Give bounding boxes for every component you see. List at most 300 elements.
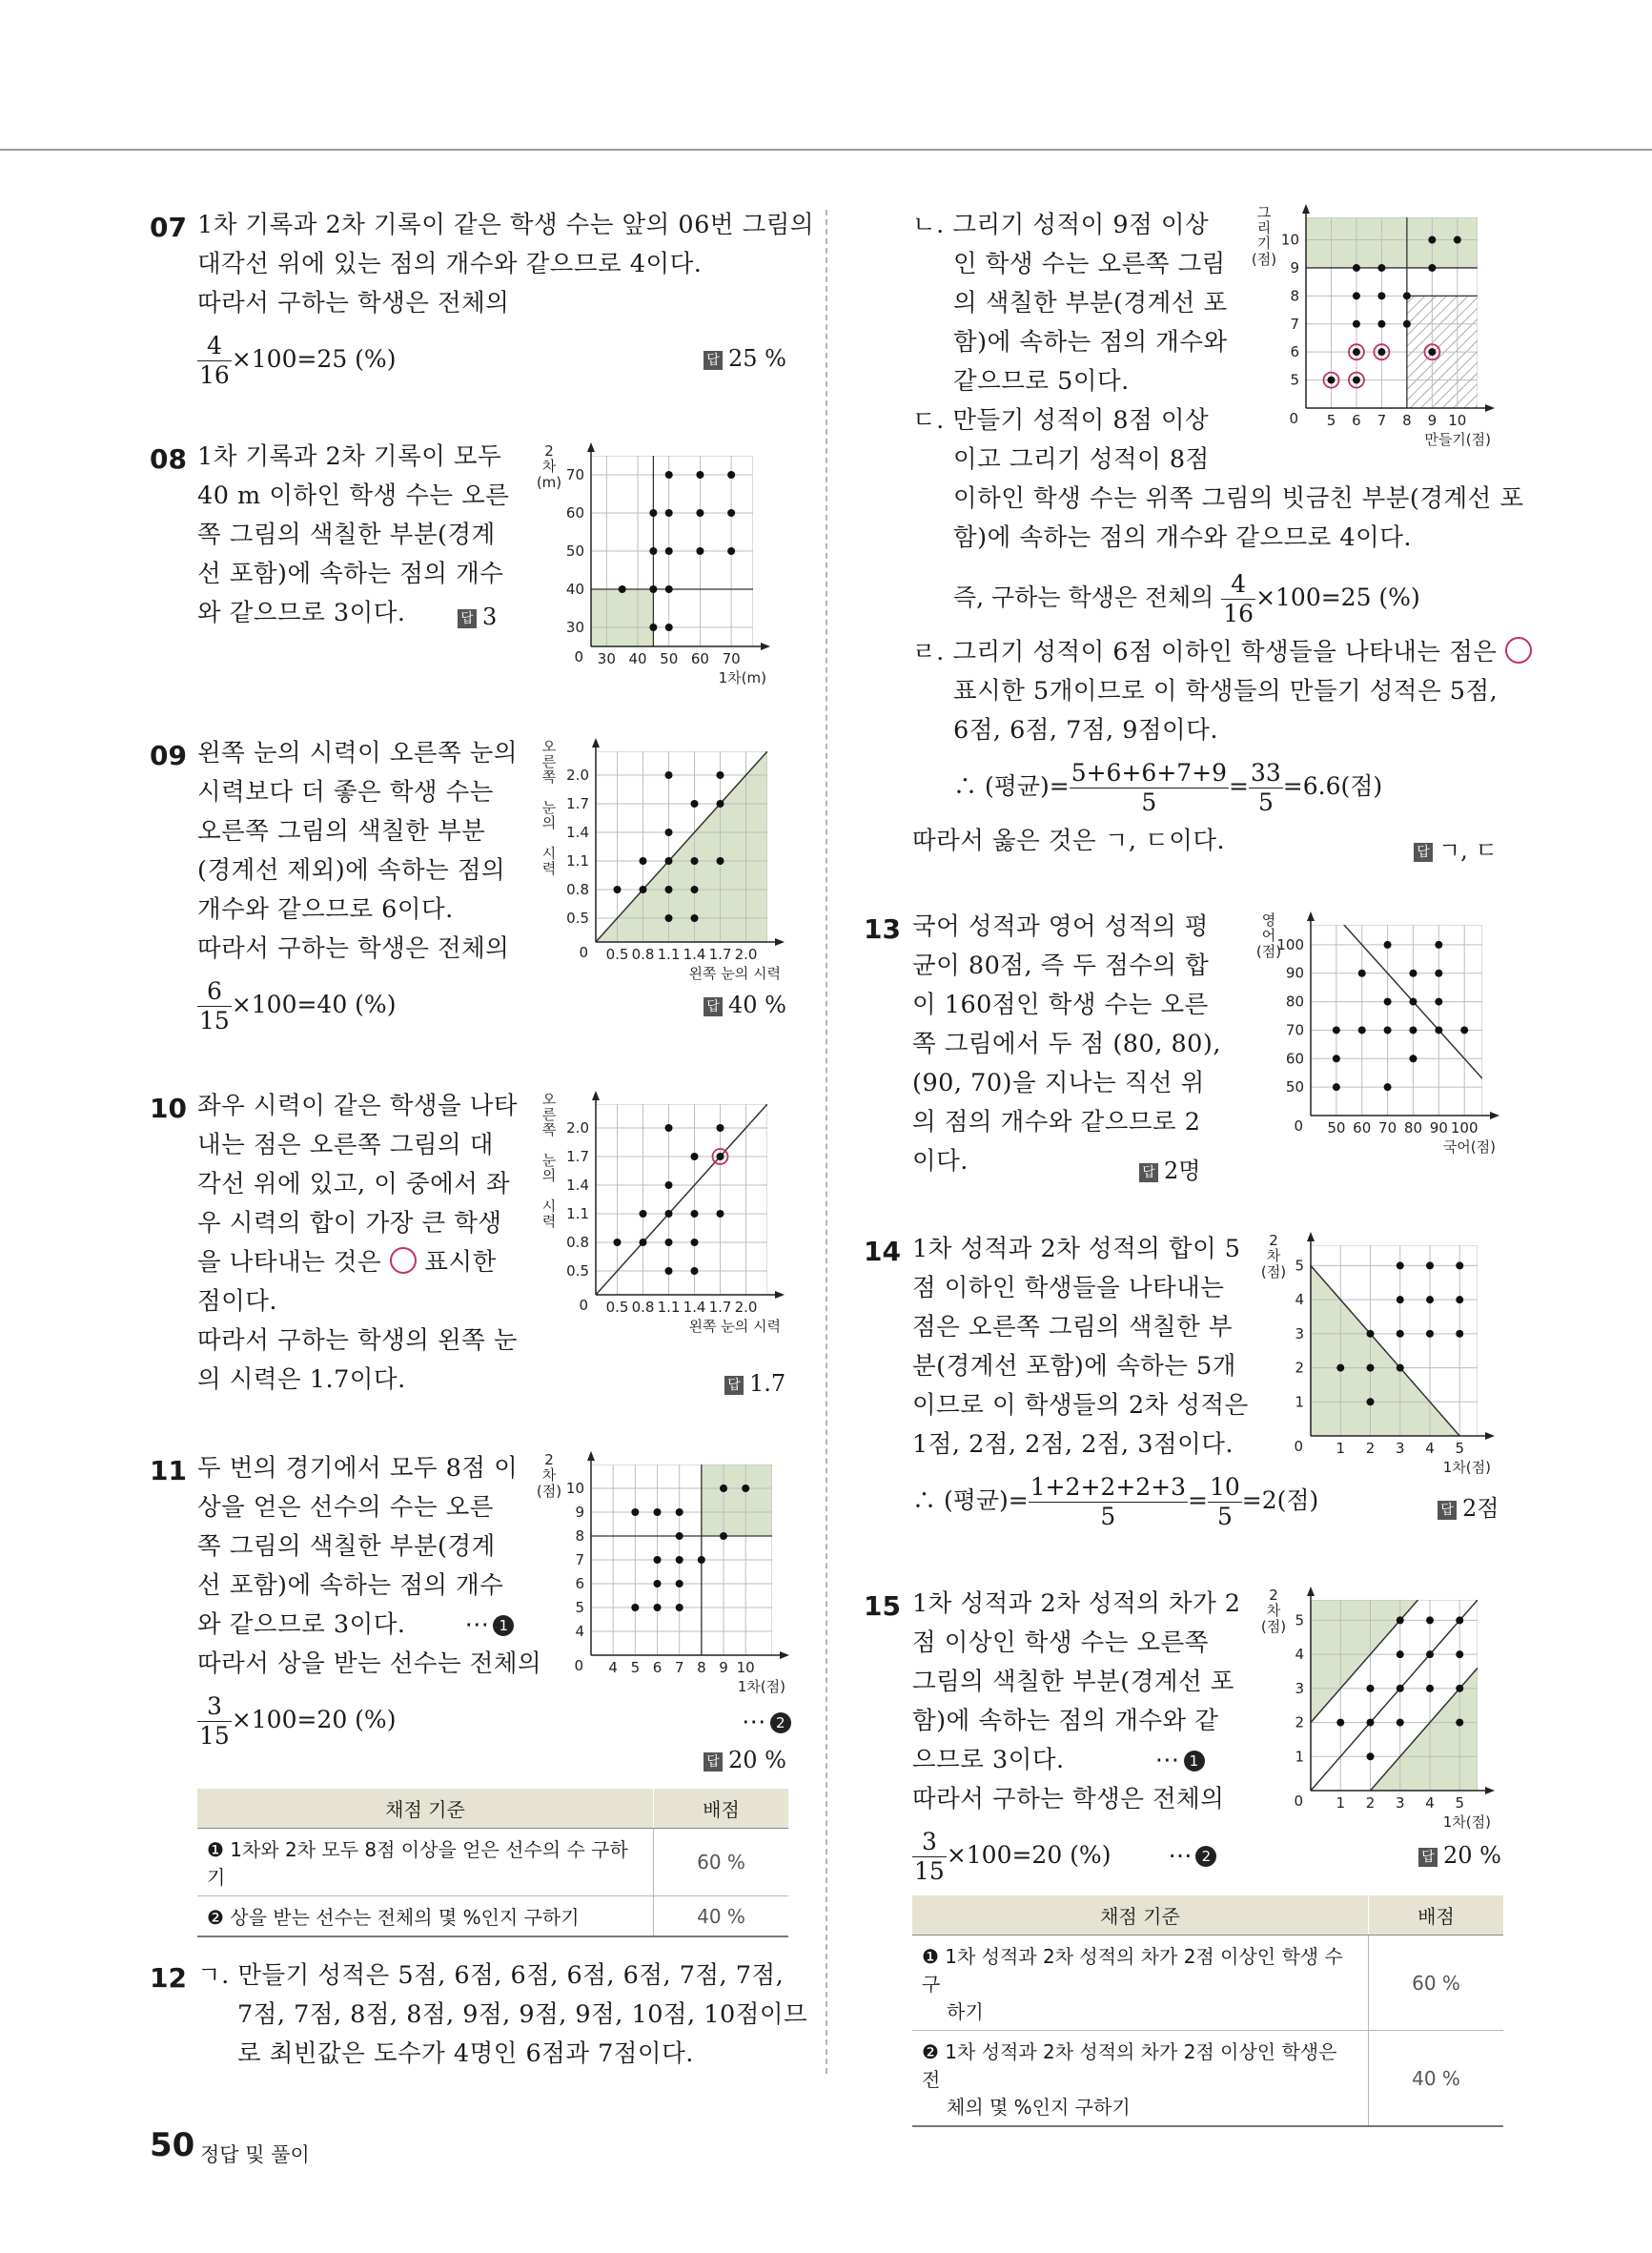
data-point bbox=[640, 1210, 647, 1218]
data-point bbox=[696, 471, 704, 479]
data-point bbox=[717, 857, 724, 865]
solution-line: ㄴ. 그리기 성적이 9점 이상 bbox=[912, 211, 1210, 239]
y-tick-label: 1.1 bbox=[566, 1205, 589, 1222]
origin-label: 0 bbox=[579, 1297, 588, 1314]
origin-label: 0 bbox=[579, 944, 588, 961]
table-header: 배점 bbox=[654, 1789, 789, 1829]
y-tick-label: 40 bbox=[565, 581, 584, 598]
data-point bbox=[665, 585, 673, 593]
answer: 답 20 % bbox=[1418, 1842, 1501, 1869]
problem-number: 12 bbox=[150, 1962, 187, 1994]
origin-label: 0 bbox=[574, 648, 583, 666]
data-point bbox=[665, 829, 673, 836]
table-cell: 40 % bbox=[1369, 2031, 1504, 2127]
problem-number: 10 bbox=[150, 1093, 187, 1124]
data-point bbox=[665, 1239, 673, 1246]
plot-area bbox=[1311, 1245, 1478, 1456]
solution-line: 국어 성적과 영어 성적의 평 bbox=[912, 912, 1209, 941]
solution-line: 따라서 옳은 것은 ㄱ, ㄷ이다. bbox=[912, 827, 1226, 855]
solution-line: 쪽 그림의 색칠한 부분(경계 bbox=[197, 521, 496, 549]
y-axis-arrow bbox=[592, 738, 600, 748]
data-point bbox=[1353, 377, 1360, 384]
solution-line: 선 포함)에 속하는 점의 개수 bbox=[197, 1571, 504, 1600]
y-axis-label: 그 리 기 (점) bbox=[1251, 204, 1277, 268]
data-point bbox=[1397, 1261, 1404, 1269]
solution-line: 함)에 속하는 점의 개수와 같으므로 4이다. bbox=[953, 523, 1412, 552]
data-point bbox=[1403, 292, 1411, 299]
data-point bbox=[1454, 236, 1461, 244]
x-axis-label: 왼쪽 눈의 시력 bbox=[688, 1318, 781, 1335]
y-axis-label: 오 른 쪽 눈 의 시 력 bbox=[541, 738, 557, 877]
data-point bbox=[1426, 1296, 1434, 1303]
y-tick-label: 8 bbox=[1290, 287, 1299, 305]
data-point bbox=[676, 1604, 683, 1611]
solution-line: 선 포함)에 속하는 점의 개수 bbox=[197, 560, 504, 588]
data-point bbox=[696, 547, 704, 555]
solution-line: 의 점의 개수와 같으므로 2 bbox=[912, 1108, 1201, 1137]
mean-expression: ∴ (평균)= $\frac{5+6+6+7+9}{5}$ = $\frac{33}{5}$ =6.6(점) bbox=[953, 759, 1383, 816]
data-point bbox=[649, 624, 657, 631]
data-point bbox=[1367, 1364, 1375, 1372]
shaded-region bbox=[1306, 217, 1478, 268]
x-tick-label: 4 bbox=[608, 1659, 618, 1676]
x-axis-arrow bbox=[1485, 404, 1495, 412]
y-tick-label: 30 bbox=[565, 619, 584, 636]
y-axis-label: 2 차 (m) bbox=[536, 442, 562, 491]
answer: 답 3 bbox=[458, 604, 497, 630]
x-tick-label: 2.0 bbox=[734, 946, 758, 963]
table-row bbox=[197, 1829, 788, 1896]
y-tick-label: 1.4 bbox=[566, 1177, 589, 1194]
answer: 답 2명 bbox=[1139, 1152, 1200, 1185]
data-point bbox=[1397, 1364, 1404, 1372]
data-point bbox=[1333, 1055, 1340, 1062]
header-rule bbox=[0, 149, 1652, 151]
solution-line: 을 나타내는 것은 표시한 bbox=[197, 1248, 497, 1277]
y-tick-label: 50 bbox=[565, 543, 584, 560]
y-tick-label: 1 bbox=[1295, 1748, 1304, 1766]
solution-line: 따라서 구하는 학생은 전체의 bbox=[197, 289, 510, 317]
y-tick-label: 4 bbox=[1295, 1646, 1304, 1664]
solution-line: 점 이하인 학생들을 나타내는 bbox=[912, 1274, 1225, 1302]
data-point bbox=[1333, 1026, 1340, 1034]
solution-line: 같으므로 5이다. bbox=[953, 367, 1130, 396]
data-point bbox=[1456, 1261, 1463, 1269]
x-axis-arrow bbox=[775, 938, 785, 946]
solution-line: 이므로 이 학생들의 2차 성적은 bbox=[912, 1391, 1249, 1420]
data-point bbox=[1456, 1719, 1463, 1727]
solution-line: 오른쪽 그림의 색칠한 부분 bbox=[197, 817, 486, 846]
data-point bbox=[1435, 941, 1442, 949]
solution-line: 이 160점인 학생 수는 오른 bbox=[912, 991, 1209, 1019]
y-tick-label: 9 bbox=[575, 1504, 584, 1521]
y-axis-arrow bbox=[587, 1451, 595, 1461]
data-point bbox=[1377, 320, 1385, 328]
y-tick-label: 70 bbox=[565, 466, 584, 483]
x-axis-label: 1차(점) bbox=[1442, 1813, 1491, 1831]
data-point bbox=[1336, 1719, 1344, 1727]
data-point bbox=[649, 585, 657, 593]
data-point bbox=[676, 1532, 683, 1540]
solution-line: 함)에 속하는 점의 개수와 bbox=[953, 328, 1228, 357]
data-point bbox=[1456, 1650, 1463, 1658]
solution-line: 1차 성적과 2차 성적의 합이 5 bbox=[912, 1235, 1241, 1263]
x-axis-arrow bbox=[775, 1291, 785, 1299]
data-point bbox=[614, 886, 622, 893]
data-point bbox=[654, 1604, 662, 1611]
data-point bbox=[1397, 1650, 1404, 1658]
solution-line: ㄷ. 만들기 성적이 8점 이상 bbox=[912, 406, 1210, 435]
x-tick-label: 60 bbox=[1353, 1119, 1372, 1137]
x-tick-label: 5 bbox=[630, 1659, 641, 1676]
plot-area bbox=[596, 751, 767, 942]
data-point bbox=[1426, 1330, 1434, 1338]
solution-line: 인 학생 수는 오른쪽 그림 bbox=[953, 250, 1226, 278]
solution-line: 점이다. bbox=[197, 1287, 278, 1316]
solution-line: 내는 점은 오른쪽 그림의 대 bbox=[197, 1131, 494, 1159]
solution-line: 따라서 상을 받는 선수는 전체의 bbox=[197, 1649, 542, 1678]
data-point bbox=[1367, 1330, 1375, 1338]
data-point bbox=[698, 1556, 705, 1564]
solution-line: 6점, 6점, 7점, 9점이다. bbox=[953, 716, 1218, 745]
scatter-chart bbox=[1249, 202, 1506, 452]
data-point bbox=[691, 1153, 699, 1160]
data-point bbox=[1428, 348, 1436, 356]
data-point bbox=[691, 1267, 699, 1275]
x-axis-arrow bbox=[1485, 1787, 1495, 1794]
x-tick-label: 50 bbox=[660, 650, 679, 667]
x-tick-label: 1.1 bbox=[657, 946, 681, 963]
data-point bbox=[727, 509, 735, 517]
data-point bbox=[691, 1239, 699, 1246]
y-tick-label: 0.8 bbox=[566, 1234, 589, 1251]
data-point bbox=[665, 1210, 673, 1218]
data-point bbox=[654, 1508, 662, 1516]
shaded-region bbox=[702, 1464, 772, 1536]
step-marker: 1 bbox=[493, 1615, 514, 1636]
x-tick-label: 8 bbox=[1402, 412, 1412, 429]
problem-number: 13 bbox=[864, 913, 901, 945]
data-point bbox=[717, 771, 724, 779]
step-line: ⋯ 2 bbox=[742, 1703, 791, 1742]
data-point bbox=[691, 800, 699, 808]
circle-mark bbox=[1505, 637, 1532, 664]
data-point bbox=[1428, 264, 1436, 272]
y-axis-arrow bbox=[587, 442, 595, 452]
y-tick-label: 7 bbox=[575, 1551, 584, 1568]
data-point bbox=[1409, 998, 1417, 1006]
data-point bbox=[1456, 1330, 1463, 1338]
y-axis-label: 오 른 쪽 눈 의 시 력 bbox=[541, 1091, 557, 1230]
plot-area bbox=[596, 1104, 767, 1295]
data-point bbox=[640, 1239, 647, 1246]
data-point bbox=[1409, 1026, 1417, 1034]
data-point bbox=[1358, 1026, 1366, 1034]
y-tick-label: 1.1 bbox=[566, 852, 589, 870]
y-tick-label: 50 bbox=[1285, 1078, 1304, 1096]
x-tick-label: 1 bbox=[1336, 1440, 1346, 1457]
x-tick-label: 8 bbox=[697, 1659, 706, 1676]
data-point bbox=[717, 800, 724, 808]
table-cell: 40 % bbox=[654, 1896, 789, 1937]
solution-line: 왼쪽 눈의 시력이 오른쪽 눈의 bbox=[197, 739, 519, 768]
fraction-expression: $\frac{4}{16}$ ×100=25 (%) bbox=[199, 332, 397, 389]
solution-line: 점은 오른쪽 그림의 색칠한 부 bbox=[912, 1313, 1234, 1342]
x-tick-label: 0.5 bbox=[605, 1299, 629, 1316]
solution-line: (경계선 제외)에 속하는 점의 bbox=[197, 856, 506, 885]
solution-line: 개수와 같으므로 6이다. bbox=[197, 895, 454, 924]
y-tick-label: 9 bbox=[1290, 258, 1299, 277]
data-point bbox=[665, 1267, 673, 1275]
y-tick-label: 5 bbox=[1295, 1257, 1304, 1275]
data-point bbox=[1435, 998, 1442, 1006]
x-tick-label: 2 bbox=[1365, 1794, 1376, 1812]
step-marker: 2 bbox=[770, 1712, 791, 1733]
y-tick-label: 100 bbox=[1276, 935, 1304, 953]
solution-line: 따라서 구하는 학생은 전체의 bbox=[912, 1785, 1225, 1813]
x-tick-label: 50 bbox=[1327, 1119, 1346, 1137]
table-header: 채점 기준 bbox=[912, 1895, 1369, 1936]
data-point bbox=[1384, 941, 1392, 949]
solution-line: 이다. bbox=[912, 1147, 969, 1176]
data-point bbox=[1353, 320, 1360, 328]
data-point bbox=[614, 1239, 622, 1246]
origin-label: 0 bbox=[1294, 1438, 1303, 1455]
data-point bbox=[1428, 236, 1436, 244]
y-tick-label: 0.5 bbox=[566, 1262, 589, 1280]
solution-line: 의 시력은 1.7이다. bbox=[197, 1365, 406, 1394]
x-axis-label: 왼쪽 눈의 시력 bbox=[688, 965, 781, 982]
solution-line: 쪽 그림에서 두 점 (80, 80), bbox=[912, 1030, 1221, 1058]
data-point bbox=[717, 1153, 724, 1160]
problem-number: 09 bbox=[150, 740, 187, 771]
data-point bbox=[665, 624, 673, 631]
y-axis-label: 2 차 (점) bbox=[1260, 1587, 1287, 1635]
data-point bbox=[720, 1532, 727, 1540]
data-point bbox=[1426, 1685, 1434, 1692]
footer-label: 정답 및 풀이 bbox=[200, 2143, 310, 2166]
x-tick-label: 100 bbox=[1450, 1119, 1479, 1137]
y-axis-arrow bbox=[1307, 1587, 1315, 1596]
data-point bbox=[640, 857, 647, 865]
scoring-table bbox=[912, 1895, 1503, 2127]
data-point bbox=[742, 1485, 749, 1492]
table-cell: 60 % bbox=[1369, 1936, 1504, 2031]
data-point bbox=[727, 547, 735, 555]
data-point bbox=[1327, 377, 1335, 384]
fraction-expression: $\frac{3}{15}$ ×100=20 (%) ⋯ 2 bbox=[912, 1828, 1216, 1886]
y-tick-label: 6 bbox=[1290, 343, 1299, 361]
answer: 답 ㄱ, ㄷ bbox=[1414, 831, 1498, 865]
x-axis-arrow bbox=[1490, 1112, 1499, 1119]
x-tick-label: 1.4 bbox=[683, 946, 706, 963]
solution-line: 의 색칠한 부분(경계선 포 bbox=[953, 289, 1228, 317]
mean-expression: ∴ (평균)= $\frac{1+2+2+2+3}{5}$ = $\frac{10}{5}$ =2(점) bbox=[912, 1473, 1319, 1530]
page-number: 50 bbox=[150, 2126, 195, 2164]
solution-line: 시력보다 더 좋은 학생 수는 bbox=[197, 778, 494, 807]
data-point bbox=[691, 914, 699, 922]
y-tick-label: 80 bbox=[1285, 993, 1304, 1011]
scatter-chart bbox=[534, 440, 791, 688]
y-tick-label: 60 bbox=[1285, 1050, 1304, 1068]
data-point bbox=[691, 886, 699, 893]
y-axis-arrow bbox=[1307, 1232, 1315, 1241]
table-header: 배점 bbox=[1369, 1895, 1504, 1936]
x-tick-label: 3 bbox=[1395, 1440, 1405, 1457]
data-point bbox=[1367, 1398, 1375, 1405]
table-header: 채점 기준 bbox=[197, 1789, 654, 1829]
data-point bbox=[665, 509, 673, 517]
y-axis-label: 2 차 (점) bbox=[536, 1451, 562, 1500]
x-tick-label: 1 bbox=[1336, 1794, 1346, 1812]
scatter-chart bbox=[1258, 1585, 1511, 1834]
answer: 답 20 % bbox=[704, 1747, 786, 1773]
x-tick-label: 4 bbox=[1425, 1794, 1435, 1812]
x-tick-label: 1.7 bbox=[708, 1299, 732, 1316]
data-point bbox=[665, 771, 673, 779]
problem-number: 07 bbox=[150, 212, 187, 243]
y-axis-arrow bbox=[592, 1091, 600, 1100]
data-point bbox=[665, 547, 673, 555]
table-cell: ❶ 1차와 2차 모두 8점 이상을 얻은 선수의 수 구하기 bbox=[197, 1829, 654, 1896]
data-point bbox=[665, 886, 673, 893]
data-point bbox=[1377, 348, 1385, 356]
y-tick-label: 3 bbox=[1295, 1679, 1304, 1697]
problem-number: 08 bbox=[150, 443, 187, 475]
y-axis-arrow bbox=[1302, 204, 1310, 214]
data-point bbox=[665, 471, 673, 479]
y-tick-label: 70 bbox=[1285, 1021, 1304, 1039]
y-tick-label: 2.0 bbox=[566, 1119, 589, 1137]
solution-line: ㄹ. 그리기 성적이 6점 이하인 학생들을 나타내는 점은 bbox=[912, 633, 1532, 672]
data-point bbox=[1367, 1685, 1375, 1692]
data-point bbox=[717, 1124, 724, 1132]
diagonal-line bbox=[596, 1104, 767, 1295]
data-point bbox=[1384, 998, 1392, 1006]
data-point bbox=[717, 1210, 724, 1218]
data-point bbox=[1397, 1296, 1404, 1303]
data-point bbox=[665, 1124, 673, 1132]
data-point bbox=[1426, 1261, 1434, 1269]
problem-number: 11 bbox=[150, 1455, 187, 1486]
problem-number: 14 bbox=[864, 1236, 901, 1267]
data-point bbox=[665, 1181, 673, 1189]
step-marker: 1 bbox=[1184, 1751, 1205, 1772]
y-axis-arrow bbox=[1307, 911, 1315, 921]
y-tick-label: 7 bbox=[1290, 315, 1299, 333]
y-tick-label: 10 bbox=[565, 1480, 584, 1497]
data-point bbox=[1426, 1616, 1434, 1624]
data-point bbox=[1353, 292, 1360, 299]
data-point bbox=[1377, 264, 1385, 272]
data-point bbox=[631, 1508, 639, 1516]
x-axis-label: 1차(점) bbox=[737, 1678, 785, 1695]
table-cell: 60 % bbox=[654, 1829, 789, 1896]
fraction-expression: $\frac{6}{15}$ ×100=40 (%) bbox=[199, 977, 397, 1034]
data-point bbox=[676, 1580, 683, 1587]
x-tick-label: 7 bbox=[1377, 412, 1387, 429]
solution-line: 으므로 3이다. ⋯ 1 bbox=[912, 1741, 1205, 1780]
data-point bbox=[1358, 970, 1366, 977]
x-axis-label: 1차(점) bbox=[1442, 1459, 1491, 1476]
data-point bbox=[1435, 1026, 1442, 1034]
x-tick-label: 3 bbox=[1395, 1794, 1405, 1812]
data-point bbox=[1367, 1719, 1375, 1727]
table-row bbox=[197, 1896, 788, 1937]
x-axis-arrow bbox=[761, 643, 770, 650]
solution-line: 1차 기록과 2차 기록이 같은 학생 수는 앞의 06번 그림의 bbox=[197, 211, 815, 239]
y-tick-label: 3 bbox=[1295, 1324, 1304, 1342]
solution-line: 분(경계선 포함)에 속하는 5개 bbox=[912, 1352, 1236, 1381]
solution-line: ㄱ. 만들기 성적은 5점, 6점, 6점, 6점, 6점, 7점, 7점, bbox=[197, 1961, 785, 1990]
scoring-table bbox=[197, 1789, 788, 1937]
data-point bbox=[1456, 1296, 1463, 1303]
origin-label: 0 bbox=[1289, 410, 1298, 427]
x-tick-label: 1.1 bbox=[657, 1299, 681, 1316]
solution-line: 균이 80점, 즉 두 점수의 합 bbox=[912, 952, 1210, 980]
answer: 답 40 % bbox=[704, 992, 786, 1018]
data-point bbox=[649, 509, 657, 517]
solution-line: 상을 얻은 선수의 수는 오른 bbox=[197, 1493, 494, 1522]
y-tick-label: 0.8 bbox=[566, 881, 589, 898]
solution-line: 각선 위에 있고, 이 중에서 좌 bbox=[197, 1170, 511, 1198]
y-tick-label: 10 bbox=[1280, 231, 1299, 249]
solution-line: 1차 성적과 2차 성적의 차가 2 bbox=[912, 1589, 1241, 1618]
y-tick-label: 5 bbox=[1295, 1611, 1304, 1629]
origin-label: 0 bbox=[1294, 1117, 1303, 1135]
data-point bbox=[1460, 1026, 1468, 1034]
y-tick-label: 4 bbox=[575, 1623, 584, 1640]
solution-line: 이고 그리기 성적이 8점 bbox=[953, 445, 1210, 474]
solution-line: 점 이상인 학생 수는 오른쪽 bbox=[912, 1628, 1209, 1657]
data-point bbox=[1384, 1083, 1392, 1091]
scatter-chart bbox=[534, 734, 796, 984]
y-tick-label: 1.7 bbox=[566, 1148, 589, 1165]
solution-line: 쪽 그림의 색칠한 부분(경계 bbox=[197, 1532, 496, 1561]
fraction-expression: $\frac{3}{15}$ ×100=20 (%) bbox=[199, 1692, 397, 1750]
y-tick-label: 2.0 bbox=[566, 767, 589, 784]
data-point bbox=[649, 547, 657, 555]
data-point bbox=[676, 1508, 683, 1516]
origin-label: 0 bbox=[574, 1657, 583, 1674]
solution-line: 대각선 위에 있는 점의 개수와 같으므로 4이다. bbox=[197, 250, 703, 278]
table-cell: ❶ 1차 성적과 2차 성적의 차가 2점 이상인 학생 수 구 하기 bbox=[912, 1936, 1369, 2031]
column-divider bbox=[826, 210, 827, 2074]
x-tick-label: 90 bbox=[1429, 1119, 1448, 1137]
data-point bbox=[691, 1210, 699, 1218]
x-tick-label: 9 bbox=[1427, 412, 1438, 429]
solution-line: 와 같으므로 3이다. ⋯ 1 bbox=[197, 1606, 514, 1645]
x-tick-label: 60 bbox=[690, 650, 709, 667]
plot-area bbox=[1311, 1600, 1478, 1791]
solution-line: 두 번의 경기에서 모두 8점 이 bbox=[197, 1454, 519, 1483]
answer: 답 2점 bbox=[1438, 1489, 1499, 1523]
y-tick-label: 6 bbox=[575, 1575, 584, 1592]
solution-line: 이하인 학생 수는 위쪽 그림의 빗금친 부분(경계선 포 bbox=[953, 484, 1524, 513]
x-axis-arrow bbox=[1485, 1432, 1495, 1440]
data-point bbox=[665, 914, 673, 922]
data-point bbox=[1456, 1616, 1463, 1624]
data-point bbox=[720, 1485, 727, 1492]
solution-line: 로 최빈값은 도수가 4명인 6점과 7점이다. bbox=[237, 2039, 694, 2068]
data-point bbox=[691, 857, 699, 865]
data-point bbox=[1333, 1083, 1340, 1091]
solution-line: 와 같으므로 3이다. bbox=[197, 599, 406, 627]
data-point bbox=[619, 585, 626, 593]
x-tick-label: 2 bbox=[1365, 1440, 1376, 1457]
problem-number: 15 bbox=[864, 1590, 901, 1622]
scatter-chart bbox=[1254, 908, 1511, 1157]
